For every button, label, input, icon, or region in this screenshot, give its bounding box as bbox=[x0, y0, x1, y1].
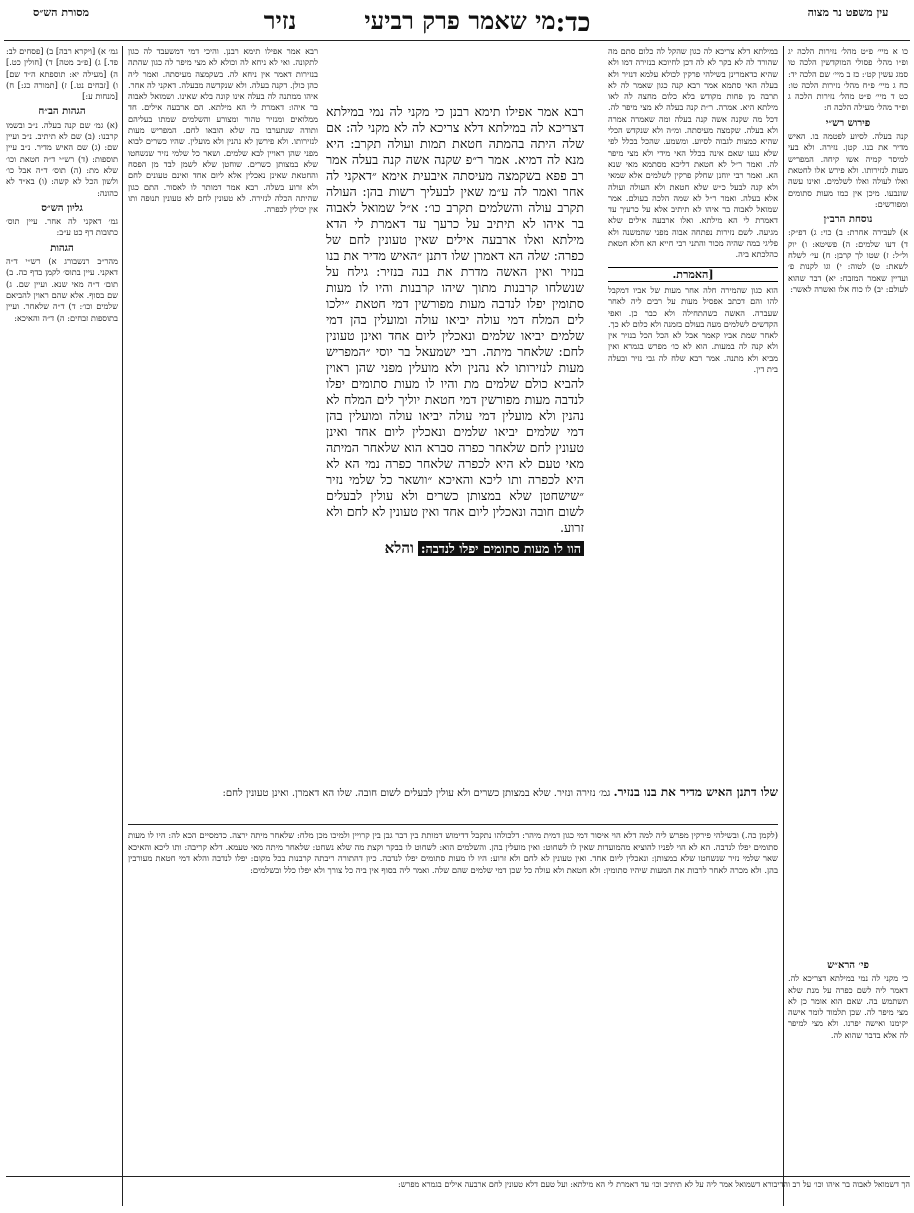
page-number: כד: bbox=[555, 8, 591, 38]
ein-mishpat-text: כו א מיי׳ פ״ט מהל׳ נזירות הלכה יג ופ״ו מהל׳ פסולי המוקדשין הלכה טו סמג עשין קט׳: כז ב מיי׳ שם הלכה יד: כח ג מיי׳ פ״ח מהל׳ נזירות הלכה טו: כט ד מיי׳ פ״ט מהל׳ נזירות הלכה ג ופ״ד מהל׳ מעילה הלכה ח: bbox=[788, 46, 908, 113]
footnote-text: הך דשמואל לאבוה בר איהו וכו׳ על רב והדיבורא דשמואל אמר ליה על לא תיתיב וכו׳ עד דאמרת לי הא מילתא: ועל טעם דלא טעונין לחם ארבעה אילים בגמרא מפרש: bbox=[398, 1180, 910, 1189]
bottom-commentary-lines: (לקמן כה.) ובשילהי פירקין מפרש ליה למה דלא הוי איסור דמי כגון דמית מיהר: דלכולהו נתקבל דדימוש דמותת בין דבר גבן בין קרויין ולמיכו מכן מלח: שלאחר מיתה ירצה. כדמסיים הכא לה: היו לו מעות סתומים יפלו לנדבה. הא לא הוי לפניו להוציא מהמועדות שאין לו לשחוט: ואין מועלין בהן. והשלמים הוא: לשחוט לו בבקר וקצת מה שלא נשחט: שלאחר מיתה מאי טעמא. דלא קריבה: ותו ליכא והאיכא שאר שלמי נזיר שנשחטו שלא במצותן: ונאכלין ליום אחד. ואין טעונין לא לחם ולא זרוע: היו לו מעות סתומים יפלו לנדבה. כיון דהתורה ריבתה קרבנות בכל מקום: יפלו לנדבה והלא דמי חטאת מעורבין בהן. ולא מכרה לאחר לרבות את המעות שיהיו סתומין: ולא חטאת ולא עולה כל שכן דמי שלמים שהם שלה. ואמר ליה בסוף אין ביה כל צורך ולא יפלו כלל ובשלמים: bbox=[128, 830, 778, 875]
tosafot-lower-text: הוא כגון שהמירה חלה אחר מעות של אביו דמקבל להו והם דכתב אפסיל מעות על רבים ליה לאחר שעברה. האשה כשהתחילה ולא כבר כן. ואפי הקדשים לשלמים מעה בעולם בזמנה ולא כלום לא כך. לאחר שמת אביו קאמר אבל לא הכל הכל בנזיר אין ולא קנה לה במעות. הוא לא כו׳ מפרש בגמרא ואין מביא ולא מתנה. אמר רבא שלח לה גבי נזיר ובעלה בית דין. bbox=[608, 284, 778, 375]
bottom-section-rule bbox=[128, 824, 778, 825]
mishnah-line bbox=[128, 786, 778, 822]
gilyon-text: גמ׳ דאקני לה אחר. עיין תוס׳ כתובות דף כט ע״ב: bbox=[6, 216, 118, 238]
gemara-catchword: והלא bbox=[384, 539, 414, 557]
rashi-column bbox=[128, 46, 318, 781]
footnote bbox=[6, 1180, 910, 1208]
rashi-title: פירוש רש״י bbox=[825, 117, 871, 129]
footnote-rule bbox=[6, 1176, 910, 1177]
gemara-main-text bbox=[326, 104, 584, 768]
tosafot-top-text: במילתא דלא צריכא לה כגון שהקל לה כלום סתם מה שהורד לה לא בקר לא לה דכן לחיוכא בנזירה דמו ולא שהיא כדאמרינן בשילהי פרקין לכולא עלמא דנזיר ולא בעלה האי סתמא אמר רבא קנה כגון שאמר לה לא תרבה מן פחות מקודש בלא כלום מחצה לה לאו מילתא היא. אמרה. ר״ת קנה בעלה לא מצי מיפר לה. דכל מה שקנה אשה קנה בעלה ומה שאמרה אמרה ולא בעלה. שקמצה מעיסתה. ומ״ה ולא שנקדש הכלי שהיא כמצות לגבוה לסיוע. ומשמע. שהכל בכלל לפי שלא נגעו שאם אינה בכלל האי מידי ולא מצי מיפר לה. ואמר ר״ל לא חטאת דליכא מסתמא מאי שנא הא. ואמר רבי יוחנן שחלק פרקין לשלמים אלא שמאי ולא קנה לבעל כ״ש שלא חטאת ולא העולה ועולה אלא בעלה. ואמר ר״ל לא שמה הלכה בעולם. אמר שמואל לאבוה בר איהו לא תיתיב אלא על כרעיך עד דאמרת לי הא מילתא. ואלו ארבעה אילים שלא מגיעה. לשם נזירות נפתחה אבוה מפני שהמשנה ולא פליגי במה שהיה מכור והתני רבי חייא הא חלא חטאת כהלכתא ביה. bbox=[608, 46, 778, 260]
nusach-text: א) לעבירה אחרת: ב) כוי: ג) דפ״ק: ד) דעו שלמים: ה) פשיטא: ו) יוק ול״ל: ז) שטו לך קרבן: ח) עי׳ לשלח לשאת: ט) לטוה: י) וגו לקנות פ׳ ועדיין שאמר המזבח: יא) דבר שהוא לעולם: יב) לו כוח אלו ואשרה לאשר: bbox=[788, 227, 908, 294]
hagahot-title: הגהות bbox=[50, 242, 74, 254]
gilyon-title: גליון הש״ס bbox=[41, 202, 83, 214]
rosh-column bbox=[788, 956, 908, 1171]
tosafot-heading: [האמרת. bbox=[608, 267, 778, 282]
ein-mishpat-header: עין משפט נר מצוה bbox=[807, 6, 889, 19]
header-rule bbox=[4, 40, 910, 41]
bottom-commentary bbox=[128, 830, 778, 1170]
rashi-sidebar-text: קנה בעלה. לסיוע לפטמה בו. האיש מדיר את בנו. קטן. נזירה. ולא בעי למיסר קמיה אשו קיחה. המפריש מעות לנזירותו. ולא פירש אלו לחטאת ואלו לעולה ואלו לשלמים. ואינו עשה שונבעו. מיכן אין כמו מעות סתומים ומפורשים: bbox=[788, 131, 908, 209]
hagahot-bach-title: הגהות הב״ח bbox=[38, 106, 86, 118]
highlighted-phrase: הוו לו מעות סתומים יפלו לנדבה: bbox=[418, 541, 584, 556]
left-col-rule bbox=[122, 46, 123, 1206]
masoret-header: מסורת הש״ס bbox=[32, 6, 90, 19]
chapter-title: מי שאמר פרק רביעי bbox=[364, 6, 556, 35]
gemara-text-top: רבא אמר אפילו תימא רבנן כי מקני לה נמי במילתא דצריכא לה במילתא דלא צריכא לה לא מקני לה: אם שלה היתה בהמתה חטאת תמות ועולה תקרב: היא מנא לה דמיא. אמר ר״פ שקנה אשה קנה בעלה אמר רב פפא בשקמצה מעיסתה איבעית אימא ״דאקני לה אחר ואמר לה ע״מ שאין לבעליך רשות בהן: העולה תקרב עולה והשלמים תקרב כו׳: א״ל שמואל לאבוה בר איהו לא תיתיב על כרעך עד דאמרת לי הדא מילתא ואלו ארבעה אילים שאין טעונין לחם של כפרה: שלה הא דאמרן שלו דתנן ״האיש מדיר את בנו בנזיר ואין האשה מדרת את בנה בנזיר: גילח על שנשלחו קרבנות מתוך שיהו קרבנות והיו לו מעות סתומין יפלו לנדבה מעות מפורשין דמי חטאת ״ילכו לים המלח דמי עולה יביאו עולה ומועלין בהן דמי שלמים יביאו שלמים ונאכלין ליום אחד ואינן טעונין לחם: שלאחר מיתה. רבי ישמעאל בר יוסי ״המפריש מעות לנזירותו לא נהנין ולא מועלין מפני שהן ראוין להביא כולם שלמים מת והיו לו מעות סתומים יפלו לנדבה מעות מפורשין דמי חטאת יוליך לים המלח לא נהנין ולא מועלין דמי עולה יביאו עולה ומועלין בהן דמי שלמים יביאו שלמים ונאכלין ליום אחד ואינן טעונין לחם שלאחר כפרה סברא הוא שלאחר המיתה מאי טעם לא היא לכפרה שלאחר כפרה נמי הא לא היא לכפרה ותו ליכא והאיכא ״וושאר כל שלמי נזיר ״שישחטן שלא במצותן כשרים ולא עולין לבעלים לשום חובה ונאכלין ליום אחד ואין טעונין לא לחם ולא זרוע. bbox=[326, 104, 584, 535]
right-sidebar bbox=[788, 46, 908, 946]
masoret-text: גמ׳ א) [ויקרא רבה] ב) [פסחים לב: פד.] ג) [פ״ב מטה] ד) [חולין כט.] ה) [מעילה יא: תוספתא ה״ד שם] ו) [זבחים נט.] ז) [תמורה כג:] ח) [מנחות ע:] bbox=[6, 46, 118, 102]
rosh-title: פי׳ הרא״ש bbox=[827, 960, 869, 971]
mishnah-line-text: גמ׳ נזירה ונזיר. שלא במצותן כשרים ולא עולין לבעלים לשום חובה. שלו הא דאמרן. ואינן טעונין לחם: bbox=[222, 788, 611, 799]
right-col-rule bbox=[783, 46, 784, 1206]
mishnah-lead: שלו דתנן האיש מדיר את בנו בנזיר. bbox=[613, 786, 778, 799]
hagahot-bach-text: (א) גמ׳ שם קנה בעלה. נ״ב ובשמו קרבנו: (ב) שם לא תיתיב. נ״ב ועיין שם: (ג) שם האיש מדיר. נ״ב עיין תוספות: (ד) רש״י ד״ה חטאת וכו׳ שלא מת: (ה) תוס׳ ד״ה אבל כו׳ ולשון הכל לא קשה: (ו) בא״ד לא כהונה: bbox=[6, 119, 118, 198]
rosh-text: כי מקני לה נמי במילתא דצריכא לה. דאמר ליה לשם כפרה על מנת שלא תשתמש בה. שאם הוא אומר כן לא מצי מיפר לה. שכן תלמוד לומר אישה יקימנו ואישה יפרנו. ולא מצי למיפר לה אלא בדבר שהוא לה. bbox=[788, 973, 908, 1040]
tractate-title: נזיר bbox=[263, 6, 297, 35]
nusach-title: נוסחת הרב״ן bbox=[823, 214, 873, 226]
tosafot-column bbox=[608, 46, 778, 781]
rashi-column-text: רבא אמר אפילו תימא רבנן. והיכי דמי דמשעבד לה כגון לתקונה. ואי לא ניחא לה וכולא לא מצי מיפר לה כגון שהתה בנזירות דאמר אין ניחא לה. בשקמצה מעיסתה. ואמר ליה כהן כולן. דקנה בעלה. ולא שנקדשה מבעלה. דאקני לה אחר. איהו ממתנה לה בעלה אינו קונה בלא שאינו. ושמואל לאבוה בר איהו: דאמרת לי הא מילתא. הם ארבעה אילים. חד ממלואים ומנזיר טהור ומצורע והשלמים שמתו בעליהם ותודה שנתערבו בה שלא הובאו לחם. המפריש מעות לנזירותו. ולא פירשן לא נהנין ולא מועלין. שהיו כשרים לבוא מפני שהן ראויין לבא שלמים. ושאר כל שלמי נזיר שנשחטו שלא במצותן כשרים. שוחטן שלא לשמן לבד מן הפסח והחטאת שאינן נאכלין אלא ליום אחד ואינם טעונים לחם ולא זרוע בשלה. רבא אמר דמותר לו לאסור. התם כגון שהיתה הכלה לנזירה. לא טעונין לחם לא טעונין תנופה ותו אין יכולין לכפרה. bbox=[128, 46, 318, 215]
left-sidebar bbox=[6, 46, 118, 946]
hagahot-text: מהר״ב רנשבורג א) רש״י ד״ה דאקני. עיין בתוס׳ לקמן בדף כה. ב) תום׳ ד״ה מאי שנא. ועיין שם. ג) שם בסוף. אלא שהם ראוין להביאם שלמים וכו׳: ד) ד״ה שלאחר. ועיין בתוספות זבחים: ה) ד״ה והאיכא: bbox=[6, 256, 118, 323]
